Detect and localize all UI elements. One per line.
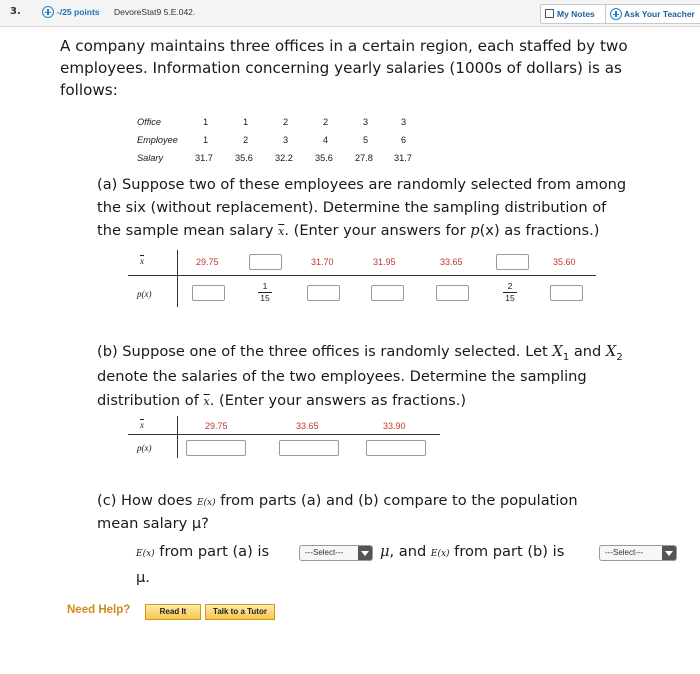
xbar-value: 33.65: [296, 421, 319, 431]
part-a-line-3: [97, 220, 599, 243]
probability-input[interactable]: [279, 440, 339, 456]
pxbar-row-label: p(x): [137, 289, 152, 299]
fraction-denominator: 15: [505, 293, 515, 303]
text-segment: as fractions.): [499, 222, 600, 239]
x2-symbol: X: [605, 343, 617, 360]
text-segment: from part (a) is: [154, 543, 270, 560]
text-segment: (x): [479, 222, 500, 239]
table-divider-vertical: [177, 250, 178, 307]
x1-symbol: X: [552, 343, 563, 360]
text-segment: and: [569, 343, 606, 360]
text-segment: (c) How does: [97, 492, 197, 509]
comparison-select-part-b[interactable]: [599, 545, 677, 561]
part-b-line-1: [97, 341, 623, 369]
employee-cell: 5: [363, 135, 369, 145]
xbar-answer-input[interactable]: [249, 254, 282, 270]
employee-cell: 4: [323, 135, 329, 145]
need-help-label: Need Help?: [67, 604, 131, 616]
table-divider-horizontal: [128, 434, 440, 435]
table-divider-vertical: [177, 416, 178, 458]
read-it-button[interactable]: Read It: [145, 604, 201, 620]
subscript: 1: [562, 351, 570, 363]
office-cell: 1: [243, 117, 249, 127]
employee-label: Employee: [137, 135, 178, 145]
plus-icon: [610, 8, 622, 20]
office-cell: 1: [203, 117, 209, 127]
probability-input[interactable]: [307, 285, 340, 301]
part-b-line-3: [97, 390, 466, 413]
xbar-value: 33.65: [440, 257, 463, 267]
employee-cell: 1: [203, 135, 209, 145]
xbar-value: 31.70: [311, 257, 334, 267]
xbar-row-label: $\overline{x}$: [140, 420, 144, 430]
office-cell: 3: [401, 117, 407, 127]
part-a-line-1: (a) Suppose two of these employees are randomly selected from among: [97, 176, 627, 193]
text-segment: the sample mean salary: [97, 222, 279, 239]
salary-cell: 35.6: [235, 153, 253, 163]
pxbar-row-label: p(x): [137, 443, 152, 453]
salary-cell: 27.8: [355, 153, 373, 163]
table-divider-horizontal: [128, 275, 596, 276]
part-c-line-2: mean salary μ?: [97, 515, 209, 532]
office-cell: 2: [323, 117, 329, 127]
fraction-numerator: 1: [262, 281, 268, 291]
probability-input[interactable]: [186, 440, 246, 456]
salary-cell: 31.7: [195, 153, 213, 163]
part-c-line-4: μ.: [136, 569, 150, 586]
text-segment: . (Enter your answers for: [284, 222, 471, 239]
expand-icon[interactable]: [42, 6, 54, 18]
part-c-answer-line: [136, 541, 269, 565]
expected-value-symbol: E(x): [196, 498, 216, 508]
xbar-value: 29.75: [196, 257, 219, 267]
probability-input[interactable]: [436, 285, 469, 301]
dropdown-arrow-icon: [358, 546, 372, 560]
employee-cell: 2: [243, 135, 249, 145]
probability-input[interactable]: [192, 285, 225, 301]
comparison-select-part-a[interactable]: [299, 545, 373, 561]
probability-input[interactable]: [366, 440, 426, 456]
mu-symbol: μ: [380, 543, 390, 560]
part-c-line-1: [97, 490, 578, 514]
select-value: ---Select---: [605, 548, 644, 557]
xbar-symbol: $\overline{x}$: [278, 225, 285, 238]
fraction-denominator: 15: [260, 293, 270, 303]
expected-value-symbol: E(x): [430, 549, 450, 559]
text-segment: , and: [389, 543, 431, 560]
talk-to-tutor-button[interactable]: Talk to a Tutor: [205, 604, 275, 620]
ask-teacher-label: Ask Your Teacher: [624, 9, 695, 19]
select-value: ---Select---: [305, 548, 344, 557]
xbar-row-label: $\overline{x}$: [140, 256, 144, 266]
question-number: 3.: [10, 6, 21, 17]
part-a-line-2: the six (without replacement). Determine the sampling distribution of: [97, 199, 607, 216]
probability-input[interactable]: [550, 285, 583, 301]
part-c-answer-line-b: [380, 541, 564, 565]
subscript: 2: [616, 351, 623, 363]
problem-line-2: employees. Information concerning yearly salaries (1000s of dollars) is as: [60, 59, 622, 77]
employee-cell: 6: [401, 135, 407, 145]
problem-line-3: follows:: [60, 81, 118, 99]
probability-input[interactable]: [371, 285, 404, 301]
salary-cell: 35.6: [315, 153, 333, 163]
xbar-answer-input[interactable]: [496, 254, 529, 270]
fraction-numerator: 2: [507, 281, 513, 291]
xbar-symbol: $\overline{x}$: [203, 395, 210, 408]
xbar-value: 35.60: [553, 257, 576, 267]
xbar-value: 31.95: [373, 257, 396, 267]
office-cell: 3: [363, 117, 369, 127]
probability-fraction: [503, 282, 517, 303]
expected-value-symbol: E(x): [136, 549, 155, 559]
office-cell: 2: [283, 117, 289, 127]
notes-icon: [545, 9, 554, 18]
problem-source: DevoreStat9 5.E.042.: [114, 7, 196, 17]
text-segment: from parts (a) and (b) compare to the population: [215, 492, 578, 509]
salary-label: Salary: [137, 153, 164, 163]
points-label: -/25 points: [57, 7, 100, 17]
office-label: Office: [137, 117, 161, 127]
question-header: [0, 0, 700, 27]
probability-fraction: [258, 282, 272, 303]
text-segment: from part (b) is: [449, 543, 565, 560]
salary-cell: 32.2: [275, 153, 293, 163]
salary-cell: 31.7: [394, 153, 412, 163]
ask-teacher-button[interactable]: [605, 4, 700, 24]
text-segment: distribution of: [97, 392, 204, 409]
my-notes-label: My Notes: [557, 9, 595, 19]
employee-cell: 3: [283, 135, 289, 145]
my-notes-button[interactable]: [540, 4, 607, 24]
xbar-value: 29.75: [205, 421, 228, 431]
dropdown-arrow-icon: [662, 546, 676, 560]
text-segment: (b) Suppose one of the three offices is randomly selected. Let: [97, 343, 553, 360]
text-segment: . (Enter your answers as fractions.): [209, 392, 467, 409]
p-symbol: p: [470, 222, 480, 239]
xbar-value: 33.90: [383, 421, 406, 431]
part-b-line-2: denote the salaries of the two employees. Determine the sampling: [97, 368, 587, 385]
problem-line-1: A company maintains three offices in a certain region, each staffed by two: [60, 37, 628, 55]
